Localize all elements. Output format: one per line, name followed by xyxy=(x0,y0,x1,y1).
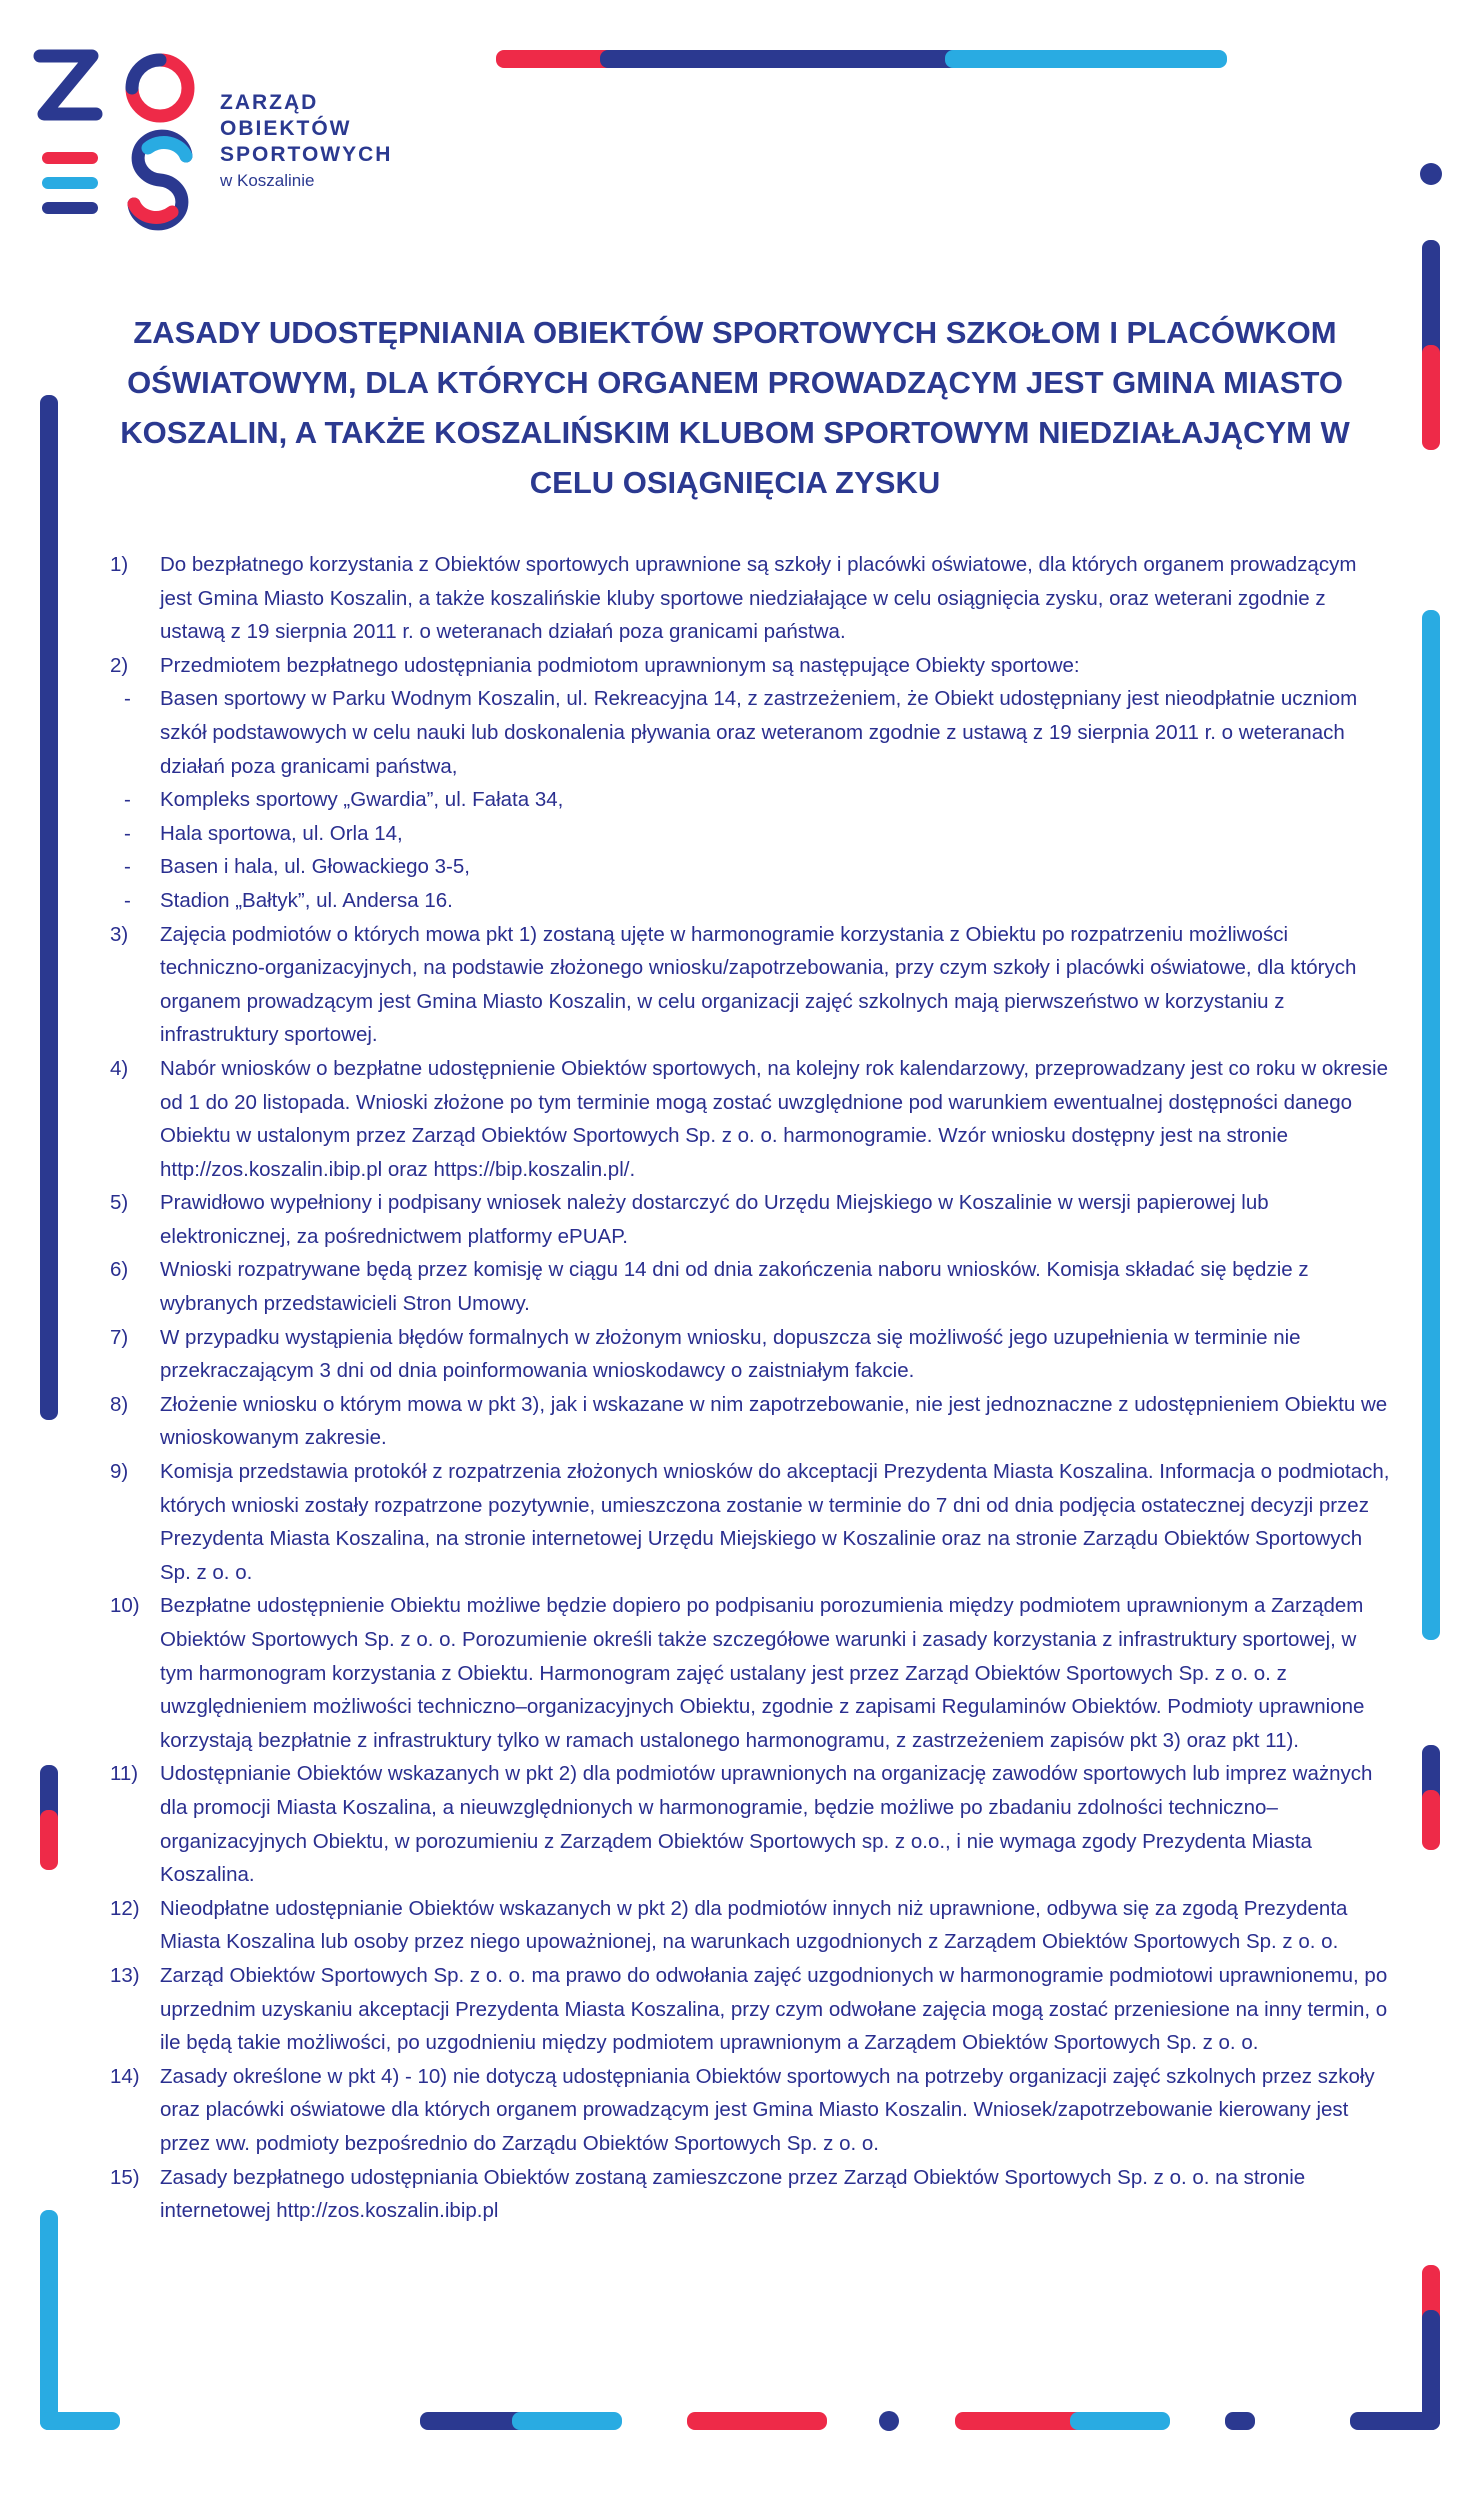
rule-number: 9) xyxy=(110,1460,129,1484)
org-logo xyxy=(30,48,450,248)
rule-number: 14) xyxy=(110,2064,140,2088)
facility-text: Stadion „Bałtyk”, ul. Andersa 16. xyxy=(160,888,453,912)
rule-item-1 xyxy=(110,548,1390,649)
facility-text: Hala sportowa, ul. Orla 14, xyxy=(160,821,403,845)
rule-item-10 xyxy=(110,1589,1390,1757)
left-bar-navy xyxy=(40,395,58,1420)
facility-text: Kompleks sportowy „Gwardia”, ul. Fałata 34, xyxy=(160,788,564,812)
rule-item-5 xyxy=(110,1186,1390,1253)
rule-text: W przypadku wystąpienia błędów formalnych w złożonym wniosku, dopuszcza się możliwość jego uzupełnienia w terminie nie przekraczającym 3 dni od dnia poinformowania wnioskodawcy o zaistniałym fakcie. xyxy=(160,1325,1301,1383)
org-name-line-2: OBIEKTÓW xyxy=(220,117,352,140)
facility-item xyxy=(110,850,1390,884)
rule-number: 4) xyxy=(110,1056,129,1080)
bottom-bar-red-2 xyxy=(955,2412,1085,2430)
right-bar-cyan xyxy=(1422,610,1440,1640)
rule-number: 1) xyxy=(110,553,129,576)
rule-number: 11) xyxy=(110,1762,139,1786)
left-bar-cyan xyxy=(40,2210,58,2430)
list-dash: - xyxy=(124,855,131,879)
rule-item-6 xyxy=(110,1253,1390,1320)
bottom-right-corner xyxy=(1350,2412,1440,2430)
rule-text: Udostępnianie Obiektów wskazanych w pkt 2) dla podmiotów uprawnionych na organizację zawodów sportowych lub imprez ważnych dla promocji Miasta Koszalina, a nieuwzględnionych w harmonogramie, będzie możliwe po zbadaniu zdolności techniczno–organizacyjnych Obiektu, w porozumieniu z Zarządem Obiektów Sportowych sp. z o.o., i nie wymaga zgody Prezydenta Miasta Koszalina. xyxy=(160,1762,1373,1887)
rule-item-7 xyxy=(110,1321,1390,1388)
top-bar-red xyxy=(496,50,616,68)
rule-number: 13) xyxy=(110,1963,140,1987)
rule-item-2 xyxy=(110,649,1390,683)
rule-item-4 xyxy=(110,1052,1390,1186)
rule-item-15 xyxy=(110,2161,1390,2228)
rule-item-3 xyxy=(110,918,1390,1052)
bottom-left-corner xyxy=(40,2412,120,2430)
rule-number: 7) xyxy=(110,1325,129,1349)
list-dash: - xyxy=(124,788,131,812)
org-name xyxy=(220,90,392,194)
rule-number: 5) xyxy=(110,1191,129,1215)
facility-item xyxy=(110,783,1390,817)
facility-text: Basen i hala, ul. Głowackiego 3-5, xyxy=(160,855,470,879)
rule-number: 15) xyxy=(110,2165,140,2189)
rule-text: Do bezpłatnego korzystania z Obiektów sportowych uprawnione są szkoły i placówki oświatowe, dla których organem prowadzącym jest Gmina Miasto Koszalin, a także koszalińskie kluby sportowe niedziałające w celu osiągnięcia zysku, oraz weterani zgodnie z ustawą z 19 sierpnia 2011 r. o weteranach działań poza granicami państwa. xyxy=(160,553,1357,644)
org-name-line-1: ZARZĄD xyxy=(220,91,319,114)
list-dash: - xyxy=(124,888,131,912)
document-title: ZASADY UDOSTĘPNIANIA OBIEKTÓW SPORTOWYCH SZKOŁOM I PLACÓWKOM OŚWIATOWYM, DLA KTÓRYCH ORGANEM PROWADZĄCYM JEST GMINA MIASTO KOSZALIN, A TAKŻE KOSZALIŃSKIM KLUBOM SPORTOWYM NIEDZIAŁAJĄCYM W CELU OSIĄGNIĘCIA ZYSKU xyxy=(120,315,1350,500)
right-bar-red-1 xyxy=(1422,345,1440,450)
rule-number: 10) xyxy=(110,1594,140,1618)
zos-logo-mark xyxy=(30,48,210,248)
rule-item-14 xyxy=(110,2060,1390,2161)
rule-item-8 xyxy=(110,1388,1390,1455)
rule-text: Bezpłatne udostępnienie Obiektu możliwe będzie dopiero po podpisaniu porozumienia między podmiotem uprawnionym a Zarządem Obiektów Sportowych Sp. z o. o. Porozumienie określi także szczegółowe warunki i zasady korzystania z infrastruktury sportowej, w tym harmonogram korzystania z Obiektu. Harmonogram zajęć ustalany jest przez Zarząd Obiektów Sportowych Sp. z o. o. z uwzględnieniem możliwości techniczno–organizacyjnych Obiektu, zgodnie z zapisami Regulaminów Obiektów. Podmioty uprawnione korzystają bezpłatnie z infrastruktury tylko w ramach ustalonego harmonogramu, z zastrzeżeniem zapisów pkt 3) oraz pkt 11). xyxy=(160,1594,1365,1752)
top-bar-cyan xyxy=(945,50,1227,68)
bottom-bar-navy-2 xyxy=(1225,2412,1255,2430)
bottom-dot xyxy=(879,2411,899,2431)
list-dash: - xyxy=(124,687,131,711)
rule-text: Zasady określone w pkt 4) - 10) nie dotyczą udostępniania Obiektów sportowych na potrzeby organizacji zajęć szkolnych przez szkoły oraz placówki oświatowe dla których organem prowadzącym jest Gmina Miasto Koszalin. Wniosek/zapotrzebowanie kierowany jest przez ww. podmioty bezpośrednio do Zarządu Obiektów Sportowych Sp. z o. o. xyxy=(160,2064,1375,2155)
rule-item-11 xyxy=(110,1757,1390,1891)
rule-item-13 xyxy=(110,1959,1390,2060)
left-bar-red xyxy=(40,1810,58,1870)
rule-text: Zajęcia podmiotów o których mowa pkt 1) zostaną ujęte w harmonogramie korzystania z Obiektu po rozpatrzeniu możliwości techniczno-organizacyjnych, na podstawie złożonego wniosku/zapotrzebowania, przy czym szkoły i placówki oświatowe, dla których organem prowadzącym jest Gmina Miasto Koszalin, w celu organizacji zajęć szkolnych mają pierwszeństwo w korzystaniu z infrastruktury sportowej. xyxy=(160,922,1357,1047)
rule-number: 6) xyxy=(110,1258,129,1282)
bottom-bar-cyan-2 xyxy=(1070,2412,1170,2430)
rule-text: Nabór wniosków o bezpłatne udostępnienie Obiektów sportowych, na kolejny rok kalendarzowy, przeprowadzany jest co roku w okresie od 1 do 20 listopada. Wnioski złożone po tym terminie mogą zostać uwzględnione pod warunkiem ewentualnej dostępności danego Obiektu w ustalonym przez Zarząd Obiektów Sportowych Sp. z o. o. harmonogramie. Wzór wniosku dostępny jest na stronie http://zos.koszalin.ibip.pl oraz https://bip.koszalin.pl/. xyxy=(160,1056,1388,1181)
bottom-bar-cyan-1 xyxy=(512,2412,622,2430)
facility-item xyxy=(110,817,1390,851)
list-dash: - xyxy=(124,821,131,845)
bottom-bar-red-1 xyxy=(687,2412,827,2430)
rule-number: 8) xyxy=(110,1392,129,1416)
right-top-dot xyxy=(1420,163,1442,185)
rule-number: 2) xyxy=(110,653,129,677)
rule-text: Wnioski rozpatrywane będą przez komisję w ciągu 14 dni od dnia zakończenia naboru wniosków. Komisja składać się będzie z wybranych przedstawicieli Stron Umowy. xyxy=(160,1258,1309,1316)
rule-number: 3) xyxy=(110,922,129,946)
org-name-city: w Koszalinie xyxy=(220,171,315,190)
right-bar-navy-1 xyxy=(1422,240,1440,360)
rules-list xyxy=(110,548,1390,2228)
facility-text: Basen sportowy w Parku Wodnym Koszalin, ul. Rekreacyjna 14, z zastrzeżeniem, że Obiekt udostępniany jest nieodpłatnie uczniom szkół podstawowych w celu nauki lub doskonalenia pływania oraz weteranom zgodnie z ustawą z 19 sierpnia 2011 r. o weteranach działań poza granicami państwa, xyxy=(160,687,1358,778)
facility-item xyxy=(110,884,1390,918)
rule-text: Nieodpłatne udostępnianie Obiektów wskazanych w pkt 2) dla podmiotów innych niż uprawnione, odbywa się za zgodą Prezydenta Miasta Koszalina lub osoby przez niego upoważnionej, na warunkach uzgodnionych z Zarządem Obiektów Sportowych Sp. z o. o. xyxy=(160,1896,1348,1954)
rule-text: Komisja przedstawia protokół z rozpatrzenia złożonych wniosków do akceptacji Prezydenta Miasta Koszalina. Informacja o podmiotach, których wnioski zostały rozpatrzone pozytywnie, umieszczona zostanie w terminie do 7 dni od dnia podjęcia ostatecznej decyzji przez Prezydenta Miasta Koszalina, na stronie internetowej Urzędu Miejskiego w Koszalinie oraz na stronie Zarządu Obiektów Sportowych Sp. z o. o. xyxy=(160,1460,1390,1584)
rule-number: 12) xyxy=(110,1896,140,1920)
org-name-line-3: SPORTOWYCH xyxy=(220,143,393,166)
rule-text: Prawidłowo wypełniony i podpisany wniosek należy dostarczyć do Urzędu Miejskiego w Koszalinie w wersji papierowej lub elektronicznej, za pośrednictwem platformy ePUAP. xyxy=(160,1191,1269,1248)
right-bar-red-2 xyxy=(1422,1790,1440,1850)
rule-text: Zarząd Obiektów Sportowych Sp. z o. o. ma prawo do odwołania zajęć uzgodnionych w harmonogramie podmiotowi uprawnionemu, po uprzednim uzyskaniu akceptacji Prezydenta Miasta Koszalina, przy czym odwołane zajęcia mogą zostać przeniesione na inny termin, o ile będą takie możliwości, po uzgodnieniu między podmiotem uprawnionym a Zarządem Obiektów Sportowych Sp. z o. o. xyxy=(160,1963,1388,2055)
rule-item-12 xyxy=(110,1892,1390,1959)
rule-text: Przedmiotem bezpłatnego udostępniania podmiotom uprawnionym są następujące Obiekty sportowe: xyxy=(160,653,1080,677)
rule-text: Zasady bezpłatnego udostępniania Obiektów zostaną zamieszczone przez Zarząd Obiektów Sportowych Sp. z o. o. na stronie internetowej http://zos.koszalin.ibip.pl xyxy=(160,2165,1306,2223)
facility-item xyxy=(110,682,1390,783)
top-bar-navy xyxy=(600,50,960,68)
rule-text: Złożenie wniosku o którym mowa w pkt 3), jak i wskazane w nim zapotrzebowanie, nie jest jednoznaczne z udostępnieniem Obiektu we wnioskowanym zakresie. xyxy=(160,1392,1388,1450)
rule-item-9 xyxy=(110,1455,1390,1589)
